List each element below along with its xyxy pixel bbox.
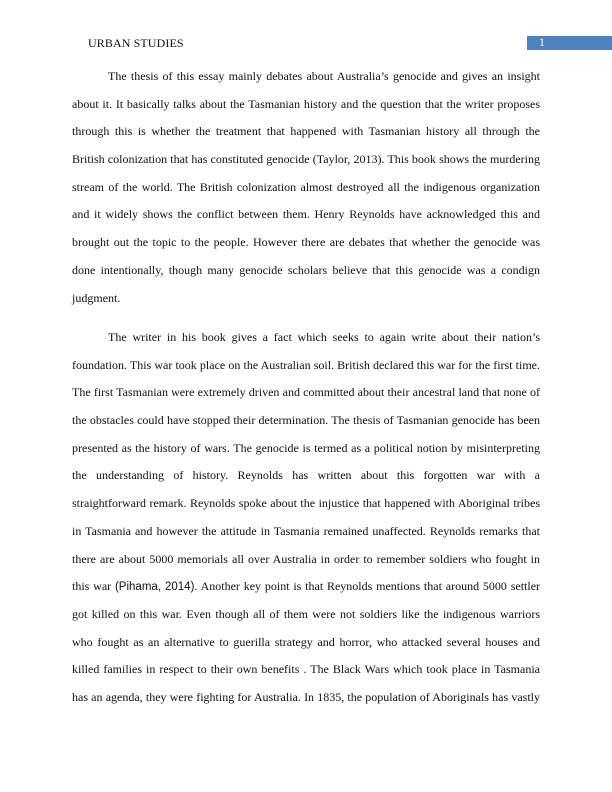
text-line xyxy=(72,207,540,235)
text-line xyxy=(72,97,540,125)
text-line xyxy=(72,524,540,552)
line-text: The writer in his book gives a fact which seeks to again write about their nation’s xyxy=(108,330,540,344)
line-text: foundation. This war took place on the Australian soil. British declared this war for the first time. xyxy=(72,357,540,372)
line-text: the understanding of history. Reynolds has written about this forgotten war with a xyxy=(72,468,540,483)
text-line xyxy=(72,552,540,580)
running-head: URBAN STUDIES xyxy=(88,36,184,50)
line-text: brought out the topic to the people. However there are debates that whether the genocide was xyxy=(72,235,540,250)
text-line xyxy=(72,358,540,386)
line-text: this war (Pihama, 2014). Another key point is that Reynolds mentions that around 5000 settler xyxy=(72,579,541,594)
line-text: done intentionally, though many genocide scholars believe that this genocide was a condign xyxy=(72,262,540,277)
text-line xyxy=(72,330,540,358)
line-text: about it. It basically talks about the Tasmanian history and the question that the writer proposes xyxy=(72,96,540,111)
text-line xyxy=(72,152,540,180)
text-line xyxy=(72,263,540,291)
text-line xyxy=(72,635,540,663)
page-number-box xyxy=(527,36,612,50)
text-line xyxy=(72,235,540,263)
line-text: straightforward remark. Reynolds spoke about the injustice that happened with Aboriginal tribes xyxy=(72,496,540,511)
text-line xyxy=(72,124,540,152)
text-line xyxy=(72,607,540,635)
line-text: in Tasmania and however the attitude in Tasmania remained unaffected. Reynolds remarks that xyxy=(72,523,540,538)
line-text: got killed on this war. Even though all of them were not soldiers like the indigenous warriors xyxy=(72,606,540,621)
line-text: the obstacles could have stopped their determination. The thesis of Tasmanian genocide has been xyxy=(72,413,540,428)
text-line xyxy=(72,291,540,319)
line-text: through this is whether the treatment that happened with Tasmanian history all through the xyxy=(72,124,540,139)
line-text: has an agenda, they were fighting for Australia. In 1835, the population of Aboriginals has vastly xyxy=(72,689,540,704)
line-text: and it widely shows the conflict between them. Henry Reynolds have acknowledged this and xyxy=(72,207,540,222)
text-line xyxy=(72,69,540,97)
line-text: who fought as an alternative to guerilla strategy and horror, who attacked several houses and xyxy=(72,634,540,649)
page-number: 1 xyxy=(539,35,545,49)
text-line xyxy=(72,441,540,469)
text-line xyxy=(72,662,540,690)
text-line xyxy=(72,496,540,524)
line-text: The thesis of this essay mainly debates about Australia’s genocide and gives an insight xyxy=(108,69,540,83)
text-line xyxy=(72,468,540,496)
line-text: stream of the world. The British colonization almost destroyed all the indigenous organization xyxy=(72,179,540,194)
line-text: killed families in respect to their own benefits . The Black Wars which took place in Tasmania xyxy=(72,662,540,677)
text-line xyxy=(72,413,540,441)
line-text: there are about 5000 memorials all over Australia in order to remember soldiers who fought in xyxy=(72,551,540,566)
text-line xyxy=(72,180,540,208)
text-line xyxy=(72,579,540,607)
text-line xyxy=(72,385,540,413)
line-text: The first Tasmanian were extremely driven and committed about their ancestral land that none of xyxy=(72,385,540,400)
line-text: presented as the history of wars. The genocide is termed as a political notion by misinterpreting xyxy=(72,440,540,455)
line-text: British colonization that has constituted genocide (Taylor, 2013). This book shows the murdering xyxy=(72,152,540,167)
paragraph-2 xyxy=(72,330,540,718)
citation: (Pihama, 2014) xyxy=(114,581,195,594)
text-line xyxy=(72,690,540,718)
paragraph-1 xyxy=(72,69,540,318)
line-text: judgment. xyxy=(72,290,121,305)
